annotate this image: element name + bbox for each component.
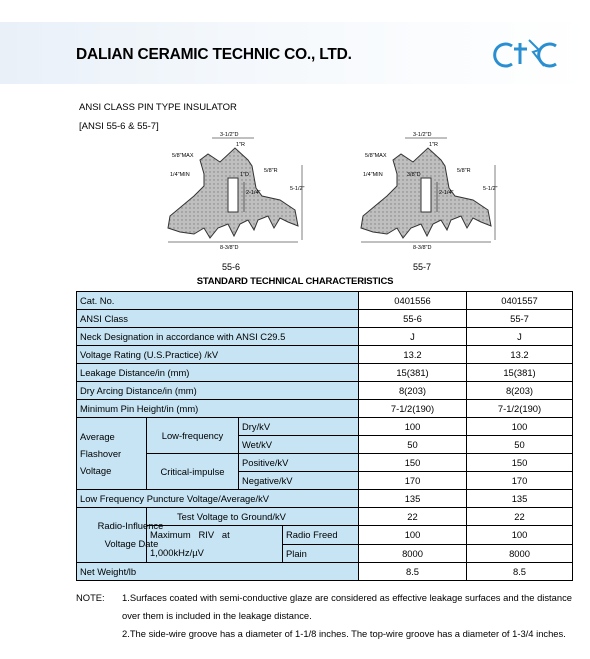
table-row: ANSI Class 55-6 55-7 — [77, 310, 573, 328]
svg-text:1/4"MIN: 1/4"MIN — [363, 172, 383, 178]
table-row: Dry Arcing Distance/in (mm) 8(203) 8(203) — [77, 382, 573, 400]
product-title: ANSI CLASS PIN TYPE INSULATOR — [79, 102, 237, 113]
table-row: Maximum RIV at 1,000kHz/µV Radio Freed 100 100 — [77, 526, 573, 545]
table-title: STANDARD TECHNICAL CHARACTERISTICS — [196, 276, 394, 287]
insulator-drawing-55-7 — [353, 130, 513, 255]
svg-text:3-1/2"D: 3-1/2"D — [413, 132, 432, 138]
product-standard: [ANSI 55-6 & 55-7] — [79, 121, 159, 132]
table-row: Leakage Distance/in (mm) 15(381) 15(381) — [77, 364, 573, 382]
svg-text:2-1/4": 2-1/4" — [439, 190, 454, 196]
svg-text:1"D: 1"D — [240, 172, 249, 178]
svg-text:5/8"R: 5/8"R — [264, 168, 278, 174]
table-row: Average Flashover Voltage Low-frequency Dry/kV 100 100 — [77, 418, 573, 436]
riv-label-line2: Voltage Date — [104, 538, 159, 549]
svg-text:8-3/8"D: 8-3/8"D — [220, 245, 239, 251]
table-row: Cat. No. 0401556 0401557 — [77, 292, 573, 310]
table-row: Plain 8000 8000 — [77, 544, 573, 563]
drawing-caption-55-7: 55-7 — [413, 262, 432, 272]
svg-text:5/8"MAX: 5/8"MAX — [365, 153, 387, 159]
note-label: NOTE: — [76, 592, 105, 603]
table-row: Minimum Pin Height/in (mm) 7-1/2(190) 7-1/2(190) — [77, 400, 573, 418]
table-row: Radio-Influence Voltage Date Test Voltage to Ground/kV 22 22 — [77, 508, 573, 526]
table-row: Neck Designation in accordance with ANSI C29.5 J J — [77, 328, 573, 346]
dim-label: 3-1/2"D — [220, 132, 239, 138]
svg-text:1"R: 1"R — [236, 142, 245, 148]
notes — [76, 589, 572, 643]
svg-text:5/8"R: 5/8"R — [457, 168, 471, 174]
table-row: Voltage Rating (U.S.Practice) /kV 13.2 13.2 — [77, 346, 573, 364]
table-row: Net Weight/lb 8.5 8.5 — [77, 563, 573, 581]
svg-text:5/8"MAX: 5/8"MAX — [172, 153, 194, 159]
svg-text:8-3/8"D: 8-3/8"D — [413, 245, 432, 251]
table-row: Critical-impulse Positive/kV 150 150 — [77, 454, 573, 472]
note-item: 2.The side-wire groove has a diameter of 1-1/8 inches. The top-wire groove has a diameter of 1-3/4 inches. — [122, 628, 566, 639]
note-item: 1.Surfaces coated with semi-conductive glaze are considered as effective leakage surfaces and the distance over them is included in the leakage distance. — [122, 592, 572, 621]
spec-table — [76, 291, 573, 581]
svg-text:5-1/2": 5-1/2" — [483, 186, 498, 192]
table-row: Negative/kV 170 170 — [77, 472, 573, 490]
table-row: Low Frequency Puncture Voltage/Average/kV 135 135 — [77, 490, 573, 508]
company-name: DALIAN CERAMIC TECHNIC CO., LTD. — [76, 46, 352, 63]
company-logo — [492, 36, 562, 72]
drawing-caption-55-6: 55-6 — [222, 262, 241, 272]
svg-text:5-1/2": 5-1/2" — [290, 186, 305, 192]
svg-text:3/8"D: 3/8"D — [407, 172, 421, 178]
table-row: Wet/kV 50 50 — [77, 436, 573, 454]
svg-text:2-1/4": 2-1/4" — [246, 190, 261, 196]
svg-text:1"R: 1"R — [429, 142, 438, 148]
insulator-drawing-55-6 — [160, 130, 320, 255]
svg-text:1/4"MIN: 1/4"MIN — [170, 172, 190, 178]
